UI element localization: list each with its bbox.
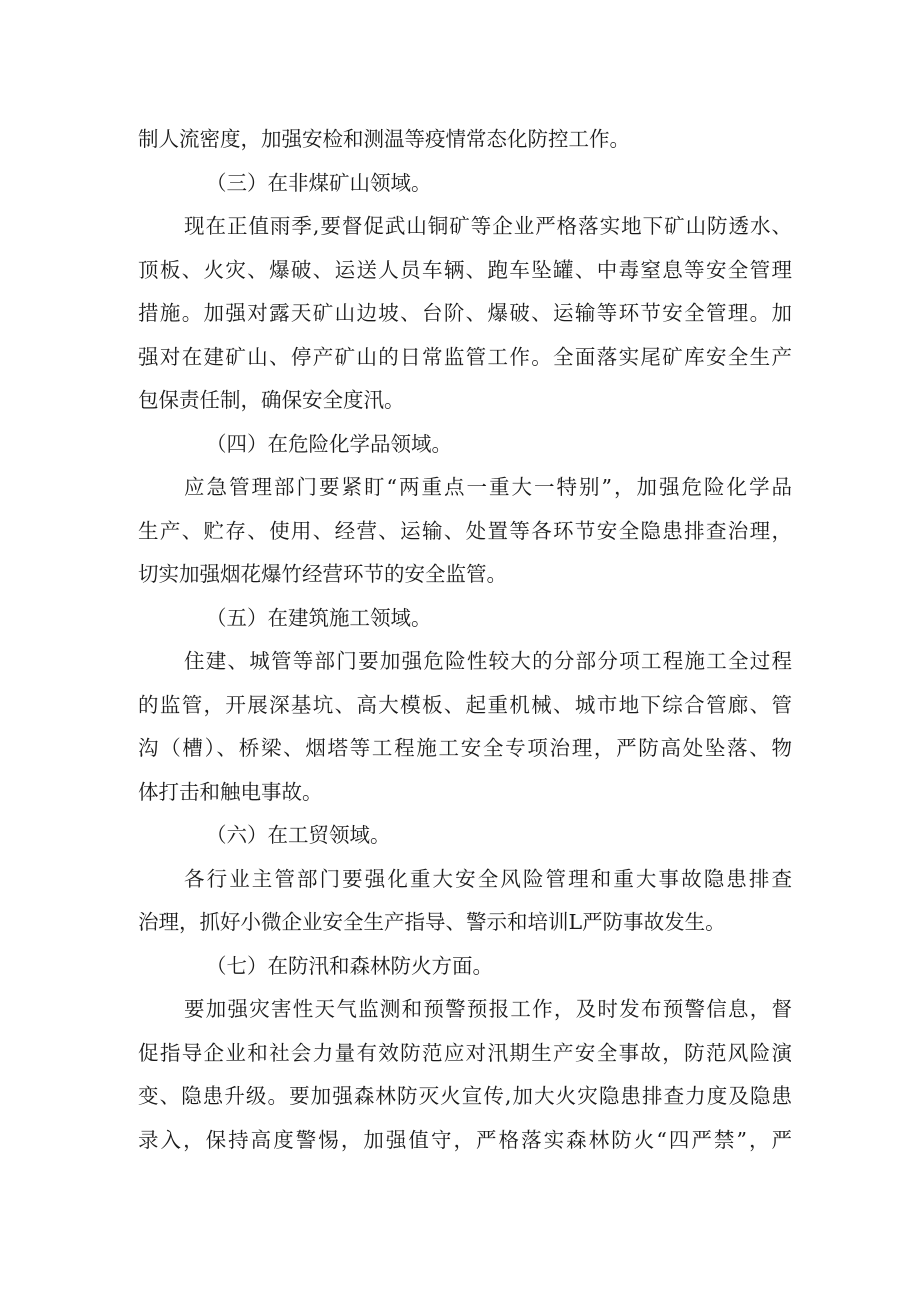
paragraph-line: 录入，保持高度警惕，加强值守，严格落实森林防火“四严禁”，严 bbox=[138, 1127, 792, 1152]
paragraph-line: 沟（槽）、桥梁、烟塔等工程施工安全专项治理，严防高处坠落、物 bbox=[138, 736, 792, 760]
document-body bbox=[138, 118, 792, 1162]
paragraph-line: 变、隐患升级。要加强森林防灭火宣传,加大火灾隐患排查力度及隐患 bbox=[138, 1084, 792, 1108]
paragraph-line: 促指导企业和社会力量有效防范应对汛期生产安全事故，防范风险演 bbox=[138, 1040, 792, 1065]
paragraph-line: 切实加强烟花爆竹经营环节的安全监管。 bbox=[138, 562, 507, 586]
paragraph-line: 强对在建矿山、停产矿山的日常监管工作。全面落实尾矿库安全生产 bbox=[138, 344, 792, 369]
paragraph-line: 的监管，开展深基坑、高大模板、起重机械、城市地下综合管廊、管 bbox=[138, 692, 792, 717]
paragraph-line: 现在正值雨季,要督促武山铜矿等企业严格落实地下矿山防透水、 bbox=[184, 214, 792, 238]
paragraph-line: 要加强灾害性天气监测和预警预报工作，及时发布预警信息，督 bbox=[184, 997, 792, 1021]
paragraph-line: 措施。加强对露天矿山边坡、台阶、爆破、运输等环节安全管理。加 bbox=[138, 301, 792, 325]
paragraph-line: 体打击和触电事故。 bbox=[138, 779, 323, 804]
section-heading: （七）在防汛和森林防火方面。 bbox=[206, 953, 493, 978]
paragraph-line: 治理，抓好小微企业安全生产指导、警示和培训L严防事故发生。 bbox=[138, 910, 726, 934]
paragraph-line: 生产、贮存、使用、经营、运输、处置等各环节安全隐患排查治理， bbox=[138, 518, 792, 543]
section-heading: （四）在危险化学品领域。 bbox=[206, 431, 452, 456]
section-heading: （三）在非煤矿山领域。 bbox=[206, 170, 432, 195]
paragraph-line: 各行业主管部门要强化重大安全风险管理和重大事故隐患排查 bbox=[184, 866, 792, 891]
paragraph-line: 顶板、火灾、爆破、运送人员车辆、跑车坠罐、中毒窒息等安全管理 bbox=[138, 257, 792, 282]
paragraph-line: 包保责任制，确保安全度汛。 bbox=[138, 388, 405, 412]
section-heading: （五）在建筑施工领域。 bbox=[206, 605, 432, 630]
paragraph-line: 制人流密度，加强安检和测温等疫情常态化防控工作。 bbox=[138, 127, 630, 151]
paragraph-line: 住建、城管等部门要加强危险性较大的分部分项工程施工全过程 bbox=[184, 649, 792, 673]
paragraph-line: 应急管理部门要紧盯“两重点一重大一特别”，加强危险化学品 bbox=[184, 475, 792, 499]
section-heading: （六）在工贸领域。 bbox=[206, 823, 391, 847]
